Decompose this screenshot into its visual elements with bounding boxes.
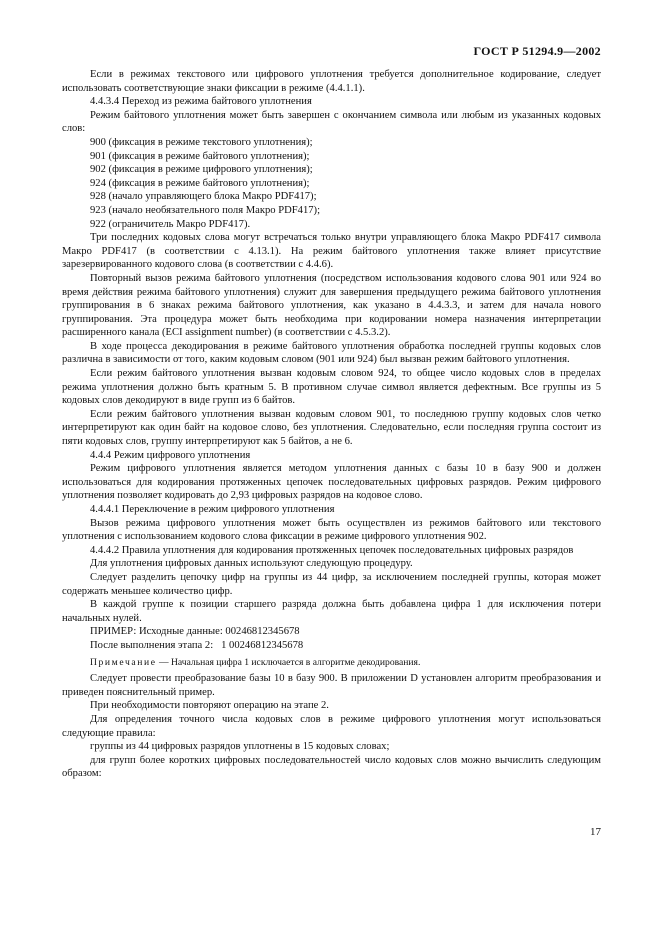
list-item: 928 (начало управляющего блока Макро PDF417); [90,191,317,203]
note [62,656,601,670]
paragraph: В ходе процесса декодирования в режиме байтового уплотнения обработка последней группы кодовых слов различна в зависимости от того, каким кодовым словом (901 или 924) был вызван режим байтового уплотнения. [62,340,601,366]
paragraph: Повторный вызов режима байтового уплотнения (посредством использования кодового слова 901 или 924 во время действия режима байтового уплотнения) служит для завершения предыдущего режима байтового уплотнения группирования в 6 знаках режима байтового уплотнения, как указано в 4.4.3.3, и затем для начала нового группирования. Эта процедура может быть необходима при кодировании номера назначения интерпретации расширенного канала (ECI assignment number) (в соответствии с 4.5.3.2). [62,272,601,339]
paragraph: Для определения точного числа кодовых слов в режиме цифрового уплотнения могут использоваться следующие правила: [62,713,601,739]
paragraph: При необходимости повторяют операцию на этапе 2. [90,700,329,712]
section-heading: 4.4.3.4 Переход из режима байтового уплотнения [90,96,312,108]
paragraph: Если режим байтового уплотнения вызван кодовым словом 901, то последнюю группу кодовых слов четко интерпретируют как один байт на кодовое слово, без уплотнения. Следовательно, если последняя группа состоит из пяти кодовых слов, группу интерпретируют как 5 байтов, а не 6. [62,408,601,448]
paragraph: Если режим байтового уплотнения вызван кодовым словом 924, то общее число кодовых слов в пределах режима уплотнения должно быть кратным 5. В противном случае символ является дефектным. Все группы из 5 кодовых слов декодируют в виде групп из 6 байтов. [62,368,601,407]
page-header: ГОСТ Р 51294.9—2002 [473,44,601,58]
note-label: Примечание [90,656,157,668]
list-item: группы из 44 цифровых разрядов уплотнены в 15 кодовых словах; [90,741,390,753]
list-item: 924 (фиксация в режиме байтового уплотнения); [90,177,310,189]
example-line: После выполнения этапа 2: 1 00246812345678 [90,639,304,651]
list-item: 902 (фиксация в режиме цифрового уплотнения); [90,164,313,176]
note-text: — Начальная цифра 1 исключается в алгоритме декодирования. [156,656,421,668]
paragraph: Следует провести преобразование базы 10 в базу 900. В приложении D установлен алгоритм преобразования и приведен пояснительный пример. [62,673,601,698]
section-heading: 4.4.4.1 Переключение в режим цифрового уплотнения [90,504,335,515]
list-item: 923 (начало необязательного поля Макро PDF417); [90,204,321,216]
paragraph: Режим цифрового уплотнения является методом уплотнения данных с базы 10 в базу 900 и должен использоваться для кодирования протяженных цепочек последовательных цифровых разрядов. Режим цифрового уплотнения позволяет кодировать до 2,93 цифровых разрядов на кодовое слово. [62,463,601,502]
paragraph: Если в режимах текстового или цифрового уплотнения требуется дополнительное кодирование, следует использовать соответствующие знаки фиксации в режиме (4.4.1.1). [62,69,601,94]
paragraph: В каждой группе к позиции старшего разряда должна быть добавлена цифра 1 для исключения потери начальных нулей. [62,599,601,624]
paragraph: Режим байтового уплотнения может быть завершен с окончанием символа или любым из указанных кодовых слов: [62,109,601,135]
paragraph: Три последних кодовых слова могут встречаться только внутри управляющего блока Макро PDF417 символа Макро PDF417 (в соответствии с 4.13.1). На режим байтового уплотнения также влияет присутствие зарезервированного кодового слова (в соответствии с 4.4.6). [62,232,601,271]
example-line: ПРИМЕР: Исходные данные: 00246812345678 [90,626,300,638]
page-number: 17 [590,826,601,838]
section-heading: 4.4.4 Режим цифрового уплотнения [90,449,251,461]
list-item: 922 (ограничитель Макро PDF417). [90,218,251,230]
paragraph: Следует разделить цепочку цифр на группы из 44 цифр, за исключением последней группы, которая может содержать меньшее количество цифр. [62,571,601,597]
paragraph: для групп более коротких цифровых последовательностей число кодовых слов можно вычислить следующим образом: [62,754,601,780]
list-item: 901 (фиксация в режиме байтового уплотнения); [90,150,310,162]
section-heading: 4.4.4.2 Правила уплотнения для кодирования протяженных цепочек последовательных цифровых разрядов [90,544,574,556]
paragraph: Для уплотнения цифровых данных используют следующую процедуру. [90,558,413,570]
list-item: 900 (фиксация в режиме текстового уплотнения); [90,136,313,148]
document-body [62,68,601,781]
paragraph: Вызов режима цифрового уплотнения может быть осуществлен из режимов байтового или текстового уплотнения с использованием кодового слова фиксации в режиме цифрового уплотнения 902. [62,517,601,543]
